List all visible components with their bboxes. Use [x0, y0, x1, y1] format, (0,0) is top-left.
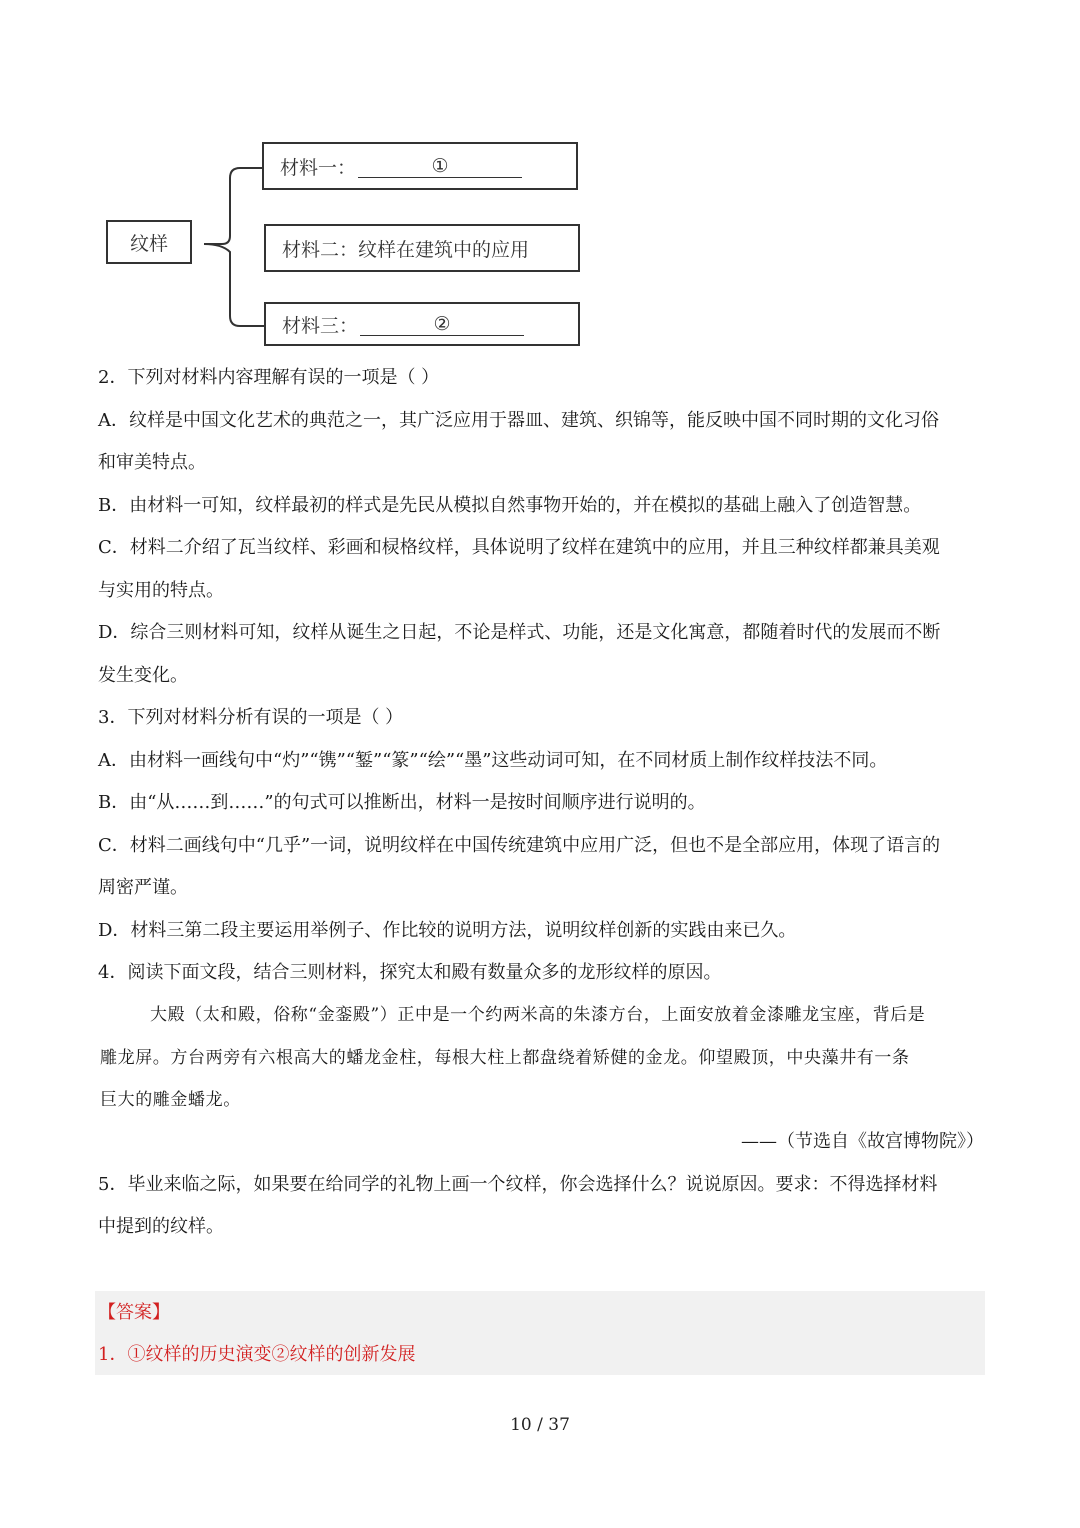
q3-option-d: D．材料三第二段主要运用举例子、作比较的说明方法，说明纹样创新的实践由来已久。 — [98, 919, 797, 941]
passage-source: ——（节选自《故宫博物院》） — [741, 1131, 984, 1152]
q2-option-c-line2: 与实用的特点。 — [98, 579, 224, 601]
q4-stem: 4．阅读下面文段，结合三则材料，探究太和殿有数量众多的龙形纹样的原因。 — [98, 962, 722, 983]
q2-option-a-line2: 和审美特点。 — [98, 452, 206, 473]
q3-option-a: A．由材料一画线句中“灼”“镌”“錾”“篆”“绘”“墨”这些动词可知，在不同材质上制作纹样技法不同。 — [98, 749, 888, 771]
answer-line1: 1．①纹样的历史演变②纹样的创新发展 — [98, 1344, 416, 1365]
passage-line1: 大殿（太和殿，俗称“金銮殿”）正中是一个约两米高的朱漆方台，上面安放着金漆雕龙宝座，背后是 — [150, 1005, 926, 1025]
question-block-5 — [98, 1121, 984, 1249]
material3-box — [264, 302, 580, 346]
passage-line2: 雕龙屏。方台两旁有六根高大的蟠龙金柱，每根大柱上都盘绕着矫健的金龙。仰望殿顶，中央藻井有一条 — [100, 1047, 910, 1068]
q4-passage — [100, 994, 984, 1122]
q5-line2: 中提到的纹样。 — [98, 1216, 224, 1237]
passage-line3: 巨大的雕金蟠龙。 — [100, 1090, 241, 1110]
material1-label: 材料一： — [280, 156, 357, 179]
root-box-wenyang: 纹样 — [106, 220, 192, 264]
material-structure-diagram — [0, 0, 1080, 360]
q5-line1: 5．毕业来临之际，如果要在给同学的礼物上画一个纹样，你会选择什么？说说原因。要求：不得选择材料 — [98, 1173, 938, 1195]
q2-option-d-line2: 发生变化。 — [98, 664, 188, 686]
material1-box — [262, 142, 578, 190]
answer-panel — [95, 1291, 985, 1375]
material3-label: 材料三： — [282, 314, 359, 337]
q2-option-c-line1: C．材料二介绍了瓦当纹样、彩画和棂格纹样，具体说明了纹样在建筑中的应用，并且三种纹样都兼具美观 — [98, 537, 940, 558]
page-number: 10 / 37 — [510, 1415, 570, 1435]
q2-stem: 2．下列对材料内容理解有误的一项是（ ） — [98, 367, 440, 388]
q2-option-b: B．由材料一可知，纹样最初的样式是先民从模拟自然事物开始的，并在模拟的基础上融入了创造智慧。 — [98, 494, 922, 516]
q3-option-c-line1: C．材料二画线句中“几乎”一词，说明纹样在中国传统建筑中应用广泛，但也不是全部应用，体现了语言的 — [98, 834, 941, 856]
q3-option-b: B．由“从……到……”的句式可以推断出，材料一是按时间顺序进行说明的。 — [98, 792, 706, 813]
material1-blank: ① — [358, 155, 522, 178]
q2-option-d-line1: D．综合三则材料可知，纹样从诞生之日起，不论是样式、功能，还是文化寓意，都随着时代的发展而不断 — [98, 622, 941, 643]
answer-title: 【答案】 — [98, 1302, 170, 1323]
question-block-2-3 — [98, 357, 984, 995]
q3-option-c-line2: 周密严谨。 — [98, 877, 188, 898]
material3-blank: ② — [360, 313, 524, 336]
material2-box: 材料二：纹样在建筑中的应用 — [264, 224, 580, 272]
q3-stem: 3．下列对材料分析有误的一项是（ ） — [98, 707, 404, 728]
q2-option-a-line1: A．纹样是中国文化艺术的典范之一，其广泛应用于器皿、建筑、织锦等，能反映中国不同时期的文化习俗 — [98, 409, 939, 431]
